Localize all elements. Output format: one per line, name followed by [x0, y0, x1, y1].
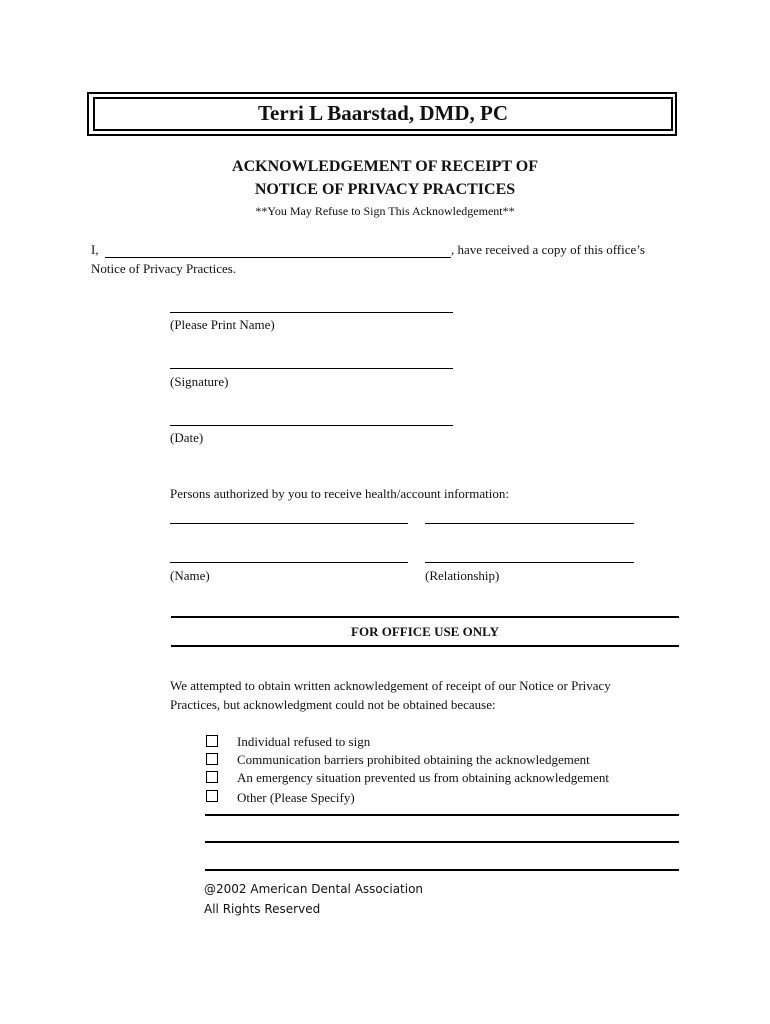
office-use-bottom-rule — [171, 645, 679, 647]
statement-line2: Notice of Privacy Practices. — [91, 261, 237, 276]
signature-field[interactable] — [170, 352, 453, 369]
practice-name: Terri L Baarstad, DMD, PC — [257, 101, 509, 125]
refuse-note: **You May Refuse to Sign This Acknowledgement** — [255, 204, 515, 218]
specify-line-3[interactable] — [205, 869, 679, 871]
authorized-relationship-1[interactable] — [425, 507, 634, 524]
option-other-label: Other (Please Specify) — [237, 790, 355, 805]
document-title-line1: ACKNOWLEDGEMENT OF RECEIPT OF — [232, 158, 538, 175]
statement-prefix: I, — [91, 242, 99, 257]
office-use-top-rule — [171, 616, 679, 618]
statement-name-blank[interactable] — [105, 241, 451, 258]
specify-line-2[interactable] — [205, 841, 679, 843]
checkbox-emergency[interactable] — [206, 771, 218, 783]
document-title-line2: NOTICE OF PRIVACY PRACTICES — [254, 181, 516, 198]
office-use-paragraph-line1: We attempted to obtain written acknowledgement of receipt of our Notice or Privacy — [170, 678, 611, 693]
checkbox-refused[interactable] — [206, 735, 218, 747]
print-name-field[interactable] — [170, 296, 453, 313]
footer-copyright: @2002 American Dental Association — [204, 882, 424, 896]
checkbox-other[interactable] — [206, 790, 218, 802]
authorized-relationship-2[interactable] — [425, 546, 634, 563]
date-label: (Date) — [170, 430, 204, 445]
specify-line-1[interactable] — [205, 814, 679, 816]
authorized-name-2[interactable] — [170, 546, 408, 563]
option-refused-label: Individual refused to sign — [237, 734, 371, 749]
relationship-label: (Relationship) — [425, 568, 500, 583]
name-label: (Name) — [170, 568, 210, 583]
authorized-name-1[interactable] — [170, 507, 408, 524]
checkbox-communication-barriers[interactable] — [206, 753, 218, 765]
option-communication-label: Communication barriers prohibited obtaining the acknowledgement — [237, 752, 590, 767]
option-emergency-label: An emergency situation prevented us from obtaining acknowledgement — [237, 770, 609, 785]
print-name-label: (Please Print Name) — [170, 317, 275, 332]
office-use-heading: FOR OFFICE USE ONLY — [351, 624, 499, 639]
office-use-paragraph-line2: Practices, but acknowledgment could not be obtained because: — [170, 697, 496, 712]
signature-label: (Signature) — [170, 374, 229, 389]
date-field[interactable] — [170, 409, 453, 426]
footer-rights: All Rights Reserved — [204, 902, 321, 916]
statement-suffix: , have received a copy of this office’s — [451, 242, 645, 257]
authorized-intro: Persons authorized by you to receive health/account information: — [170, 486, 509, 501]
